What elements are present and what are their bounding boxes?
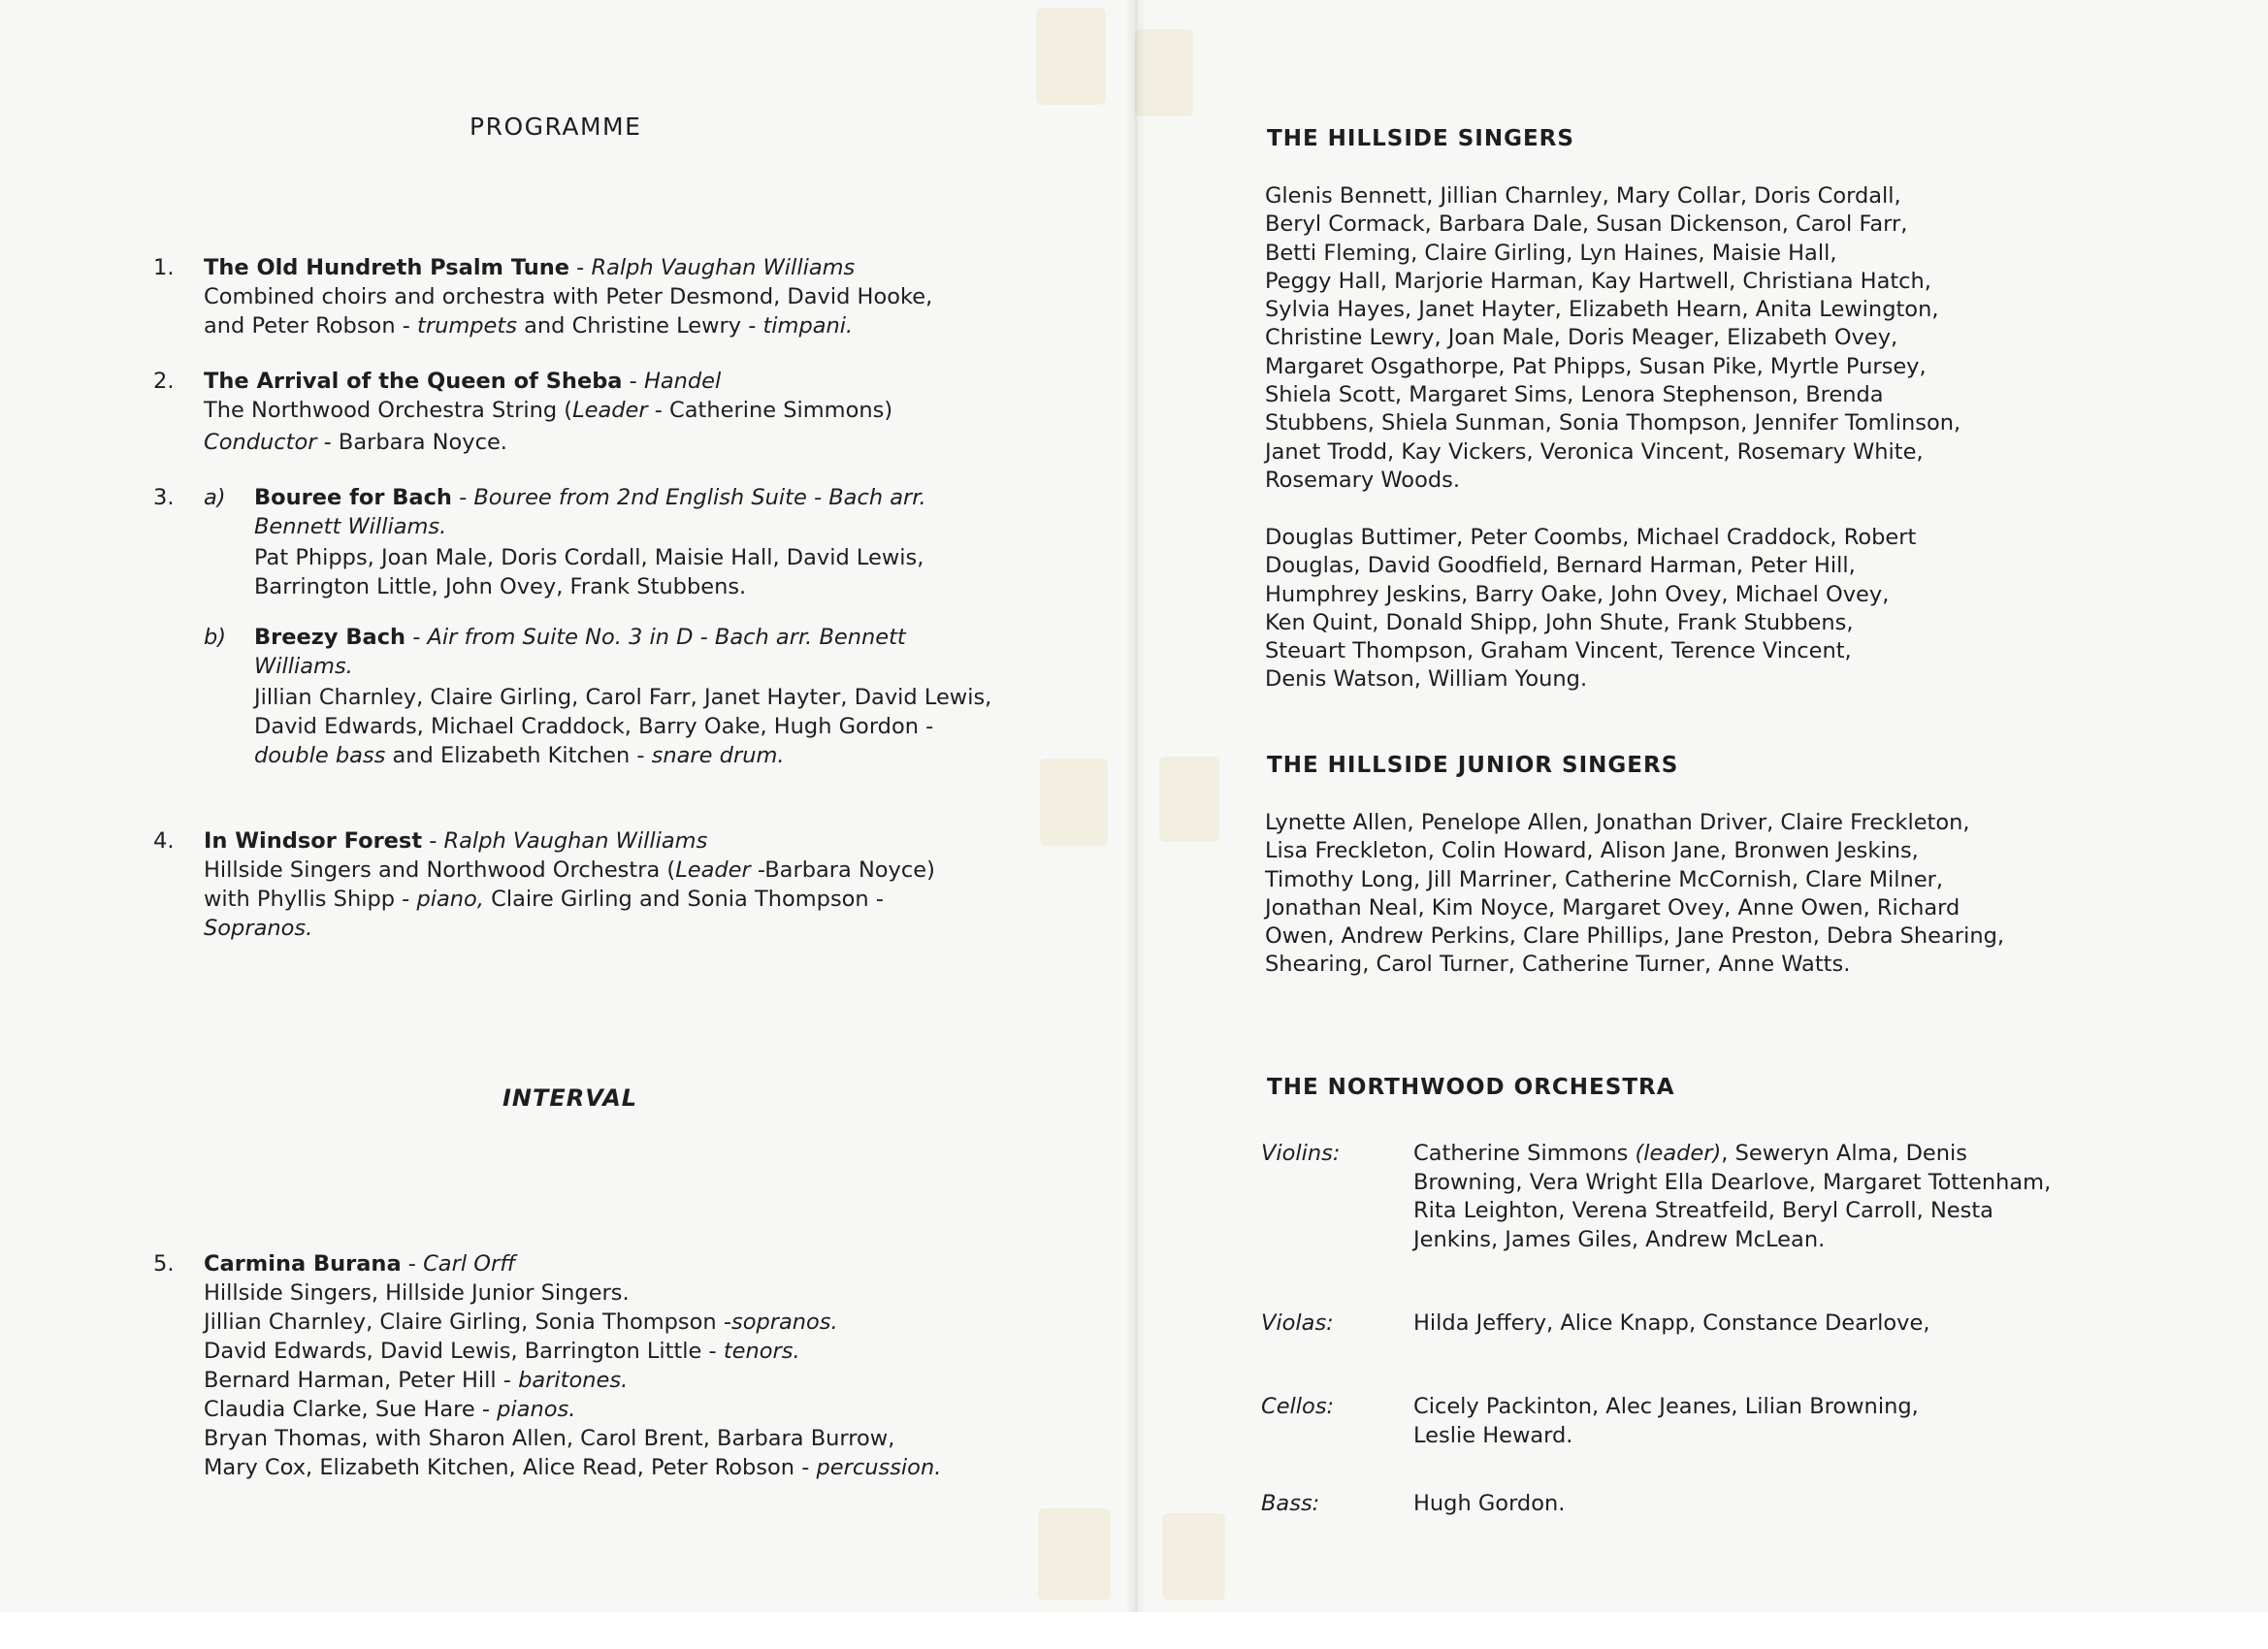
names-line: Jenkins, James Giles, Andrew McLean. [1413, 1226, 1826, 1252]
item-line: Jillian Charnley, Claire Girling, Carol Farr, Janet Hayter, David Lewis, David Edwards, Michael Craddock, Barry Oake, Hugh Gordon - double bass and Elizabeth Kitchen - snare drum. [254, 685, 992, 768]
item-line: Bryan Thomas, with Sharon Allen, Carol Brent, Barbara Burrow, [204, 1426, 895, 1451]
item-3a: a) Bouree for Bach - Bouree from 2nd English Suite - Bach arr. Bennett Williams. Pat Phipps, Joan Male, Doris Cordall, Maisie Hall, David Lewis, Barrington Little, John Ovey, Frank Stubbens. [155, 483, 1048, 601]
item-3b: b) Breezy Bach - Air from Suite No. 3 in D - Bach arr. Bennett Williams. Jillian Charnley, Claire Girling, Carol Farr, Janet Hayter, David Lewis, David Edwards, Michael Craddock, Barry Oake, Hugh Gordon - double bass and Elizabeth Kitchen - snare drum. [155, 623, 1048, 770]
names-line: Douglas Buttimer, Peter Coombs, Michael Craddock, Robert [1265, 525, 1917, 550]
names-line: Jonathan Neal, Kim Noyce, Margaret Ovey, Anne Owen, Richard [1265, 894, 1960, 921]
paper-stain [1162, 1513, 1225, 1600]
sub-label: a) [204, 485, 226, 510]
item-composer: Handel [643, 369, 722, 394]
names-line: Betti Fleming, Claire Girling, Lyn Haines, Maisie Hall, [1265, 240, 1837, 266]
names-line: Hugh Gordon. [1413, 1491, 1566, 1516]
item-title: The Arrival of the Queen of Sheba [204, 369, 623, 394]
names-line: Glenis Bennett, Jillian Charnley, Mary Collar, Doris Cordall, [1265, 183, 1901, 209]
names-line: Lisa Freckleton, Colin Howard, Alison Jane, Bronwen Jeskins, [1265, 838, 1919, 864]
page-fold [1125, 0, 1147, 1612]
programme-item-5: 5. Carmina Burana - Carl Orff Hillside Singers, Hillside Junior Singers. Jillian Charnley, Claire Girling, Sonia Thompson -sopranos. David Edwards, David Lewis, Barrington Little - tenors. Bernard Harman, Peter Hill - baritones. Claudia Clarke, Sue Hare - pianos. Bryan Thomas, with Sharon Allen, Carol Brent, Barbara Burrow, Mary Cox, Elizabeth Kitchen, Alice Read, Peter Robson - percussion. [155, 1249, 1048, 1482]
item-title: Carmina Burana [204, 1251, 402, 1277]
item-number: 4. [153, 828, 175, 854]
item-line: Pat Phipps, Joan Male, Doris Cordall, Maisie Hall, David Lewis, Barrington Little, John Ovey, Frank Stubbens. [254, 545, 924, 599]
interval-heading: INTERVAL [502, 1084, 638, 1112]
item-composer: Carl Orff [423, 1251, 516, 1277]
names-line: Lynette Allen, Penelope Allen, Jonathan Driver, Claire Freckleton, [1265, 810, 1970, 835]
names-line: Humphrey Jeskins, Barry Oake, John Ovey, Michael Ovey, [1265, 581, 1890, 607]
names-line: Shiela Scott, Margaret Sims, Lenora Stephenson, Brenda [1265, 382, 1884, 408]
section-label: Violas: [1261, 1310, 1334, 1336]
sub-label: b) [204, 625, 227, 650]
paper-stain [1040, 759, 1108, 846]
item-line: Jillian Charnley, Claire Girling, Sonia Thompson -sopranos. [204, 1310, 838, 1335]
names-line: Rita Leighton, Verena Streatfeild, Beryl Carroll, Nesta [1413, 1198, 1993, 1223]
junior-singers-heading: THE HILLSIDE JUNIOR SINGERS [1267, 753, 1679, 778]
item-line: Hillside Singers and Northwood Orchestra (Leader -Barbara Noyce) [204, 857, 935, 883]
junior-singers-list [1265, 809, 2245, 980]
names-line: Owen, Andrew Perkins, Clare Phillips, Jane Preston, Debra Shearing, [1265, 923, 2005, 950]
hillside-men-list [1265, 524, 2216, 695]
names-line: Douglas, David Goodfield, Bernard Harman, Peter Hill, [1265, 553, 1856, 579]
item-line: Combined choirs and orchestra with Peter Desmond, David Hooke, [204, 284, 933, 309]
item-line: and Peter Robson - trumpets and Christine Lewry - timpani. [204, 313, 854, 339]
programme-item-3 [155, 483, 1048, 770]
item-number: 2. [153, 369, 175, 394]
item-title: In Windsor Forest [204, 828, 423, 854]
names-line: Cicely Packinton, Alec Jeanes, Lilian Browning, [1413, 1394, 1919, 1419]
names-line: Catherine Simmons (leader), Seweryn Alma, Denis [1413, 1141, 1967, 1166]
paper-stain [1038, 1508, 1111, 1600]
page-edge [0, 1612, 2268, 1649]
names-line: Rosemary Woods. [1265, 467, 1460, 493]
names-line: Sylvia Hayes, Janet Hayter, Elizabeth Hearn, Anita Lewington, [1265, 297, 1939, 323]
item-line: Conductor - Barbara Noyce. [204, 430, 507, 455]
programme-heading: PROGRAMME [470, 113, 642, 141]
item-title: Bouree for Bach [254, 485, 452, 510]
paper-stain [1159, 757, 1219, 842]
names-line: Browning, Vera Wright Ella Dearlove, Margaret Tottenham, [1413, 1169, 2052, 1195]
item-title: Breezy Bach [254, 625, 406, 650]
hillside-women-list [1265, 182, 2216, 495]
section-label: Bass: [1261, 1491, 1320, 1516]
item-title: The Old Hundreth Psalm Tune [204, 255, 570, 280]
names-line: Ken Quint, Donald Shipp, John Shute, Frank Stubbens, [1265, 609, 1854, 635]
section-label: Cellos: [1261, 1394, 1335, 1419]
names-line: Janet Trodd, Kay Vickers, Veronica Vincent, Rosemary White, [1265, 438, 1924, 465]
names-line: Stubbens, Shiela Sunman, Sonia Thompson, Jennifer Tomlinson, [1265, 410, 1961, 436]
item-line: Mary Cox, Elizabeth Kitchen, Alice Read, Peter Robson - percussion. [204, 1455, 942, 1480]
programme-item-4: 4. In Windsor Forest - Ralph Vaughan Williams Hillside Singers and Northwood Orchestra (Leader -Barbara Noyce) with Phyllis Shipp - piano, Claire Girling and Sonia Thompson - Sopranos. [155, 826, 1048, 943]
programme-item-1: 1. The Old Hundreth Psalm Tune - Ralph Vaughan Williams Combined choirs and orchestra with Peter Desmond, David Hooke, and Peter Robson - trumpets and Christine Lewry - timpani. [155, 253, 1048, 340]
names-line: Timothy Long, Jill Marriner, Catherine McCornish, Clare Milner, [1265, 866, 1944, 892]
item-number: 1. [153, 255, 175, 280]
item-line: Sopranos. [204, 916, 313, 941]
item-line: The Northwood Orchestra String (Leader - Catherine Simmons) [204, 398, 893, 423]
item-line: Hillside Singers, Hillside Junior Singers. [204, 1280, 630, 1306]
names-line: Shearing, Carol Turner, Catherine Turner, Anne Watts. [1265, 952, 1851, 978]
item-composer: Ralph Vaughan Williams [591, 255, 856, 280]
orchestra-heading: THE NORTHWOOD ORCHESTRA [1267, 1075, 1675, 1100]
item-line: with Phyllis Shipp - piano, Claire Girling and Sonia Thompson - [204, 887, 884, 912]
item-composer: Ralph Vaughan Williams [443, 828, 708, 854]
names-line: Denis Watson, William Young. [1265, 666, 1588, 693]
item-number: 5. [153, 1251, 175, 1277]
item-number: 3. [153, 485, 175, 510]
names-line: Steuart Thompson, Graham Vincent, Terence Vincent, [1265, 638, 1852, 664]
names-line: Margaret Osgathorpe, Pat Phipps, Susan Pike, Myrtle Pursey, [1265, 353, 1927, 379]
names-line: Beryl Cormack, Barbara Dale, Susan Dickenson, Carol Farr, [1265, 211, 1908, 238]
programme-item-2: 2. The Arrival of the Queen of Sheba - Handel The Northwood Orchestra String (Leader - Catherine Simmons) Conductor - Barbara Noyce. [155, 367, 1048, 457]
item-line: Bernard Harman, Peter Hill - baritones. [204, 1368, 629, 1393]
names-line: Christine Lewry, Joan Male, Doris Meager, Elizabeth Ovey, [1265, 325, 1898, 351]
item-line: Claudia Clarke, Sue Hare - pianos. [204, 1397, 576, 1422]
hillside-singers-heading: THE HILLSIDE SINGERS [1267, 126, 1574, 151]
names-line: Leslie Heward. [1413, 1422, 1573, 1448]
paper-stain [1036, 8, 1106, 105]
section-label: Violins: [1261, 1141, 1341, 1166]
names-line: Hilda Jeffery, Alice Knapp, Constance Dearlove, [1413, 1310, 1930, 1336]
names-line: Peggy Hall, Marjorie Harman, Kay Hartwell, Christiana Hatch, [1265, 268, 1931, 294]
item-line: David Edwards, David Lewis, Barrington Little - tenors. [204, 1339, 800, 1364]
